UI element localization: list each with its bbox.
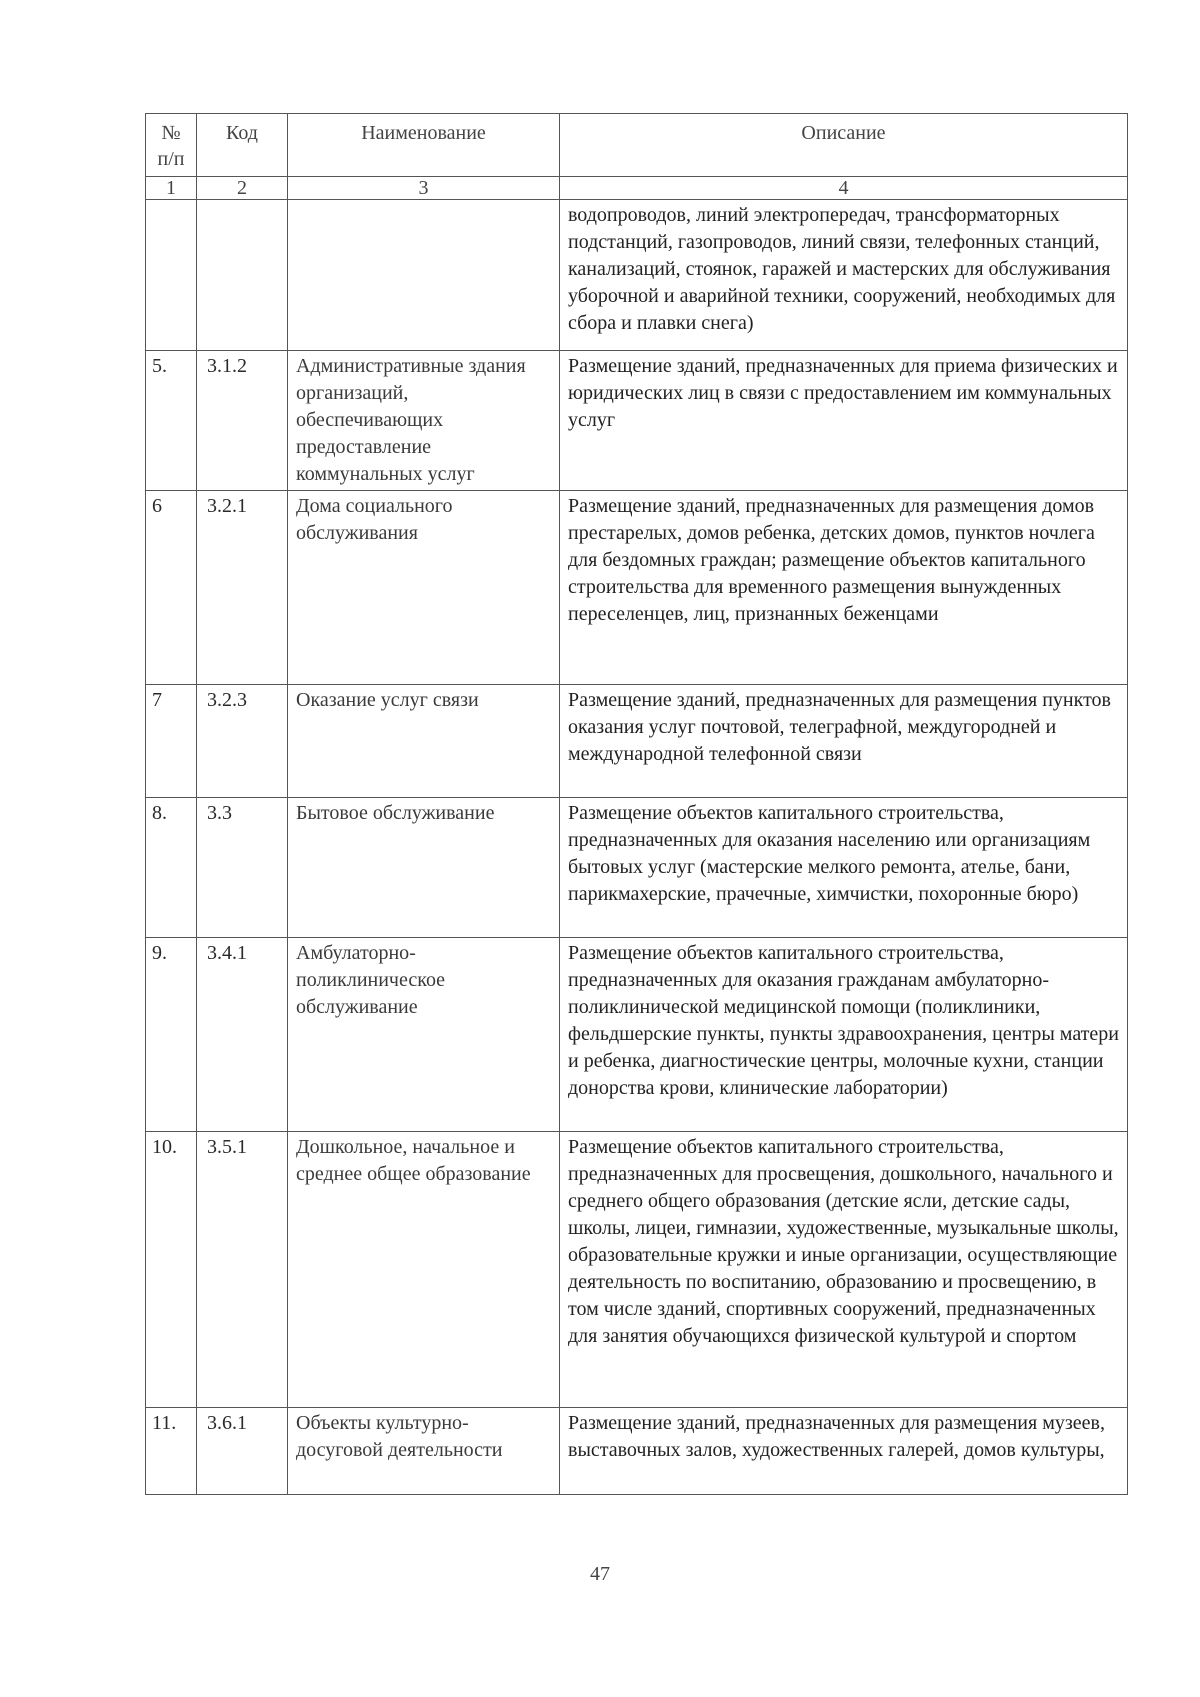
table-row xyxy=(146,938,1128,1132)
header-description: Описание xyxy=(560,114,1128,177)
row-code: 3.2.1 xyxy=(197,491,288,685)
header-num: № п/п xyxy=(146,114,197,177)
row-num: 11. xyxy=(146,1408,197,1495)
row-num: 6 xyxy=(146,491,197,685)
row-description: Размещение зданий, предназначенных для размещения музеев, выставочных залов, художественных галерей, домов культуры, xyxy=(560,1408,1128,1495)
table-row xyxy=(146,1408,1128,1495)
row-description: Размещение зданий, предназначенных для размещения пунктов оказания услуг почтовой, телеграфной, междугородней и международной телефонной связи xyxy=(560,685,1128,798)
row-name: Объекты культурно-досуговой деятельности xyxy=(288,1408,560,1495)
page-number: 47 xyxy=(590,1563,610,1585)
row-code: 3.3 xyxy=(197,798,288,938)
row-description: Размещение объектов капитального строительства, предназначенных для оказания гражданам амбулаторно-поликлинической медицинской помощи (поликлиники, фельдшерские пункты, пункты здравоохранения, центры матери и ребенка, диагностические центры, молочные кухни, станции донорства крови, клинические лаборатории) xyxy=(560,938,1128,1132)
column-number: 1 xyxy=(146,177,197,200)
row-num: 9. xyxy=(146,938,197,1132)
table-row xyxy=(146,798,1128,938)
row-description: Размещение зданий, предназначенных для размещения домов престарелых, домов ребенка, детских домов, пунктов ночлега для бездомных граждан; размещение объектов капитального строительства для временного размещения вынужденных переселенцев, лиц, признанных беженцами xyxy=(560,491,1128,685)
land-use-table xyxy=(145,113,1128,1495)
table-row xyxy=(146,200,1128,351)
column-number: 2 xyxy=(197,177,288,200)
row-name: Дома социального обслуживания xyxy=(288,491,560,685)
table-row xyxy=(146,1132,1128,1408)
table-row xyxy=(146,491,1128,685)
row-name: Амбулаторно-поликлиническое обслуживание xyxy=(288,938,560,1132)
row-code: 3.6.1 xyxy=(197,1408,288,1495)
row-description: Размещение объектов капитального строительства, предназначенных для просвещения, дошкольного, начального и среднего общего образования (детские ясли, детские сады, школы, лицеи, гимназии, художественные, музыкальные школы, образовательные кружки и иные организации, осуществляющие деятельность по воспитанию, образованию и просвещению, в том числе зданий, спортивных сооружений, предназначенных для занятия обучающихся физической культурой и спортом xyxy=(560,1132,1128,1408)
column-number: 3 xyxy=(288,177,560,200)
table-header-row xyxy=(146,114,1128,177)
header-code: Код xyxy=(197,114,288,177)
column-number: 4 xyxy=(560,177,1128,200)
row-code: 3.4.1 xyxy=(197,938,288,1132)
table-row xyxy=(146,685,1128,798)
header-name: Наименование xyxy=(288,114,560,177)
row-description: Размещение зданий, предназначенных для приема физических и юридических лиц в связи с предоставлением им коммунальных услуг xyxy=(560,351,1128,491)
row-code: 3.2.3 xyxy=(197,685,288,798)
row-description: водопроводов, линий электропередач, трансформаторных подстанций, газопроводов, линий связи, телефонных станций, канализаций, стоянок, гаражей и мастерских для обслуживания уборочной и аварийной техники, сооружений, необходимых для сбора и плавки снега) xyxy=(560,200,1128,351)
row-name xyxy=(288,200,560,351)
row-name: Дошкольное, начальное и среднее общее образование xyxy=(288,1132,560,1408)
row-code: 3.1.2 xyxy=(197,351,288,491)
row-num: 5. xyxy=(146,351,197,491)
row-description: Размещение объектов капитального строительства, предназначенных для оказания населению или организациям бытовых услуг (мастерские мелкого ремонта, ателье, бани, парикмахерские, прачечные, химчистки, похоронные бюро) xyxy=(560,798,1128,938)
row-code: 3.5.1 xyxy=(197,1132,288,1408)
row-name: Бытовое обслуживание xyxy=(288,798,560,938)
row-name: Оказание услуг связи xyxy=(288,685,560,798)
column-numbers-row xyxy=(146,177,1128,200)
row-num: 10. xyxy=(146,1132,197,1408)
row-num: 7 xyxy=(146,685,197,798)
table-row xyxy=(146,351,1128,491)
row-code xyxy=(197,200,288,351)
row-name: Административные здания организаций, обеспечивающих предоставление коммунальных услуг xyxy=(288,351,560,491)
row-num: 8. xyxy=(146,798,197,938)
row-num xyxy=(146,200,197,351)
